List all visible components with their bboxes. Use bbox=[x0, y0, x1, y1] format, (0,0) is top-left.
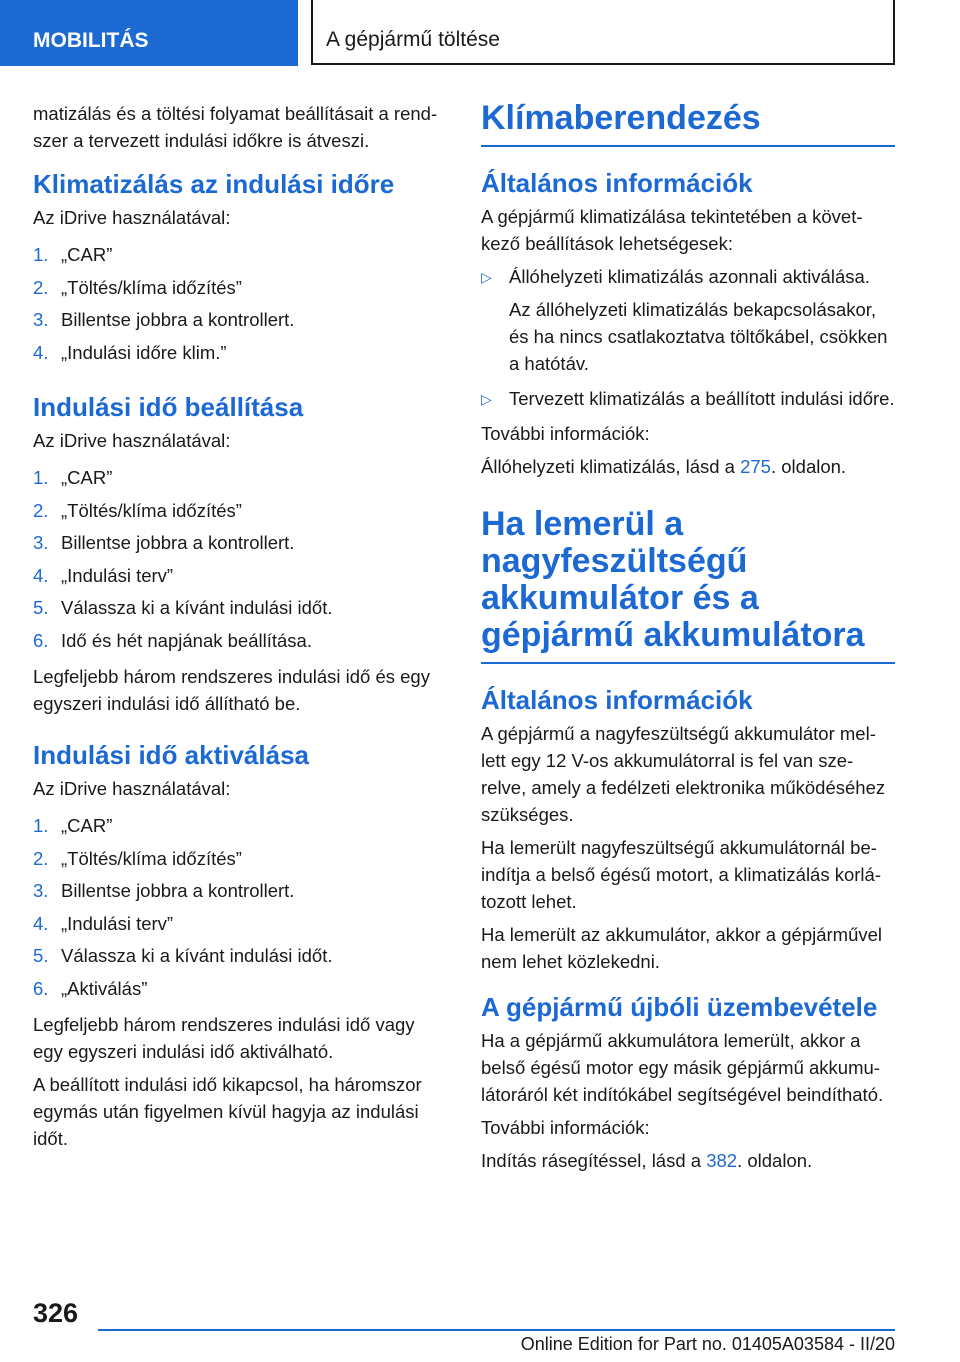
step-number: 5. bbox=[33, 945, 49, 966]
list-item: 3. Billentse jobbra a kontrollert. bbox=[33, 304, 443, 337]
list-item: 5. Válassza ki a kívánt indulási időt. bbox=[33, 592, 443, 625]
steps-list-3 bbox=[33, 810, 443, 1005]
list-item: 1. „CAR” bbox=[33, 239, 443, 272]
cross-reference: Indítás rásegítéssel, lásd a 382. oldalon. bbox=[481, 1150, 813, 1171]
step-number: 4. bbox=[33, 341, 49, 363]
step-number: 2. bbox=[33, 276, 49, 298]
step-number: 5. bbox=[33, 597, 49, 618]
step-number: 1. bbox=[33, 815, 49, 836]
step-number: 3. bbox=[33, 880, 49, 901]
list-item: 4. „Indulási terv” bbox=[33, 560, 443, 593]
note-paragraph: Legfeljebb három rendszeres indulási idő vagy egy egyszeri indulási idő aktiválható. bbox=[33, 1014, 415, 1062]
cross-reference: Állóhelyzeti klimatizálás, lásd a 275. oldalon. bbox=[481, 456, 847, 477]
body-paragraph: Ha a gépjármű akkumulátora lemerült, akkor a belső égésű motor egy másik gépjármű akkumu‐ látoráról két indítókábel segítségével beindítható. bbox=[481, 1030, 884, 1105]
step-number: 1. bbox=[33, 467, 49, 488]
list-item: 3. Billentse jobbra a kontrollert. bbox=[33, 875, 443, 908]
bullet-item: ▷ Állóhelyzeti klimatizálás azonnali aktiválása. Az állóhelyzeti klimatizálás bekapcsolásakor, és ha nincs csatlakoztatva töltőkábel, csökken a hatótáv. bbox=[481, 263, 895, 377]
list-item: 4. „Indulási terv” bbox=[33, 908, 443, 941]
list-item: 1. „CAR” bbox=[33, 810, 443, 843]
page-number: 326 bbox=[33, 1298, 79, 1328]
list-item: 2. „Töltés/klíma időzítés” bbox=[33, 495, 443, 528]
heading-aktivalas: Indulási idő aktiválása bbox=[33, 740, 309, 770]
step-number: 2. bbox=[33, 499, 49, 521]
step-number: 4. bbox=[33, 564, 49, 586]
step-number: 3. bbox=[33, 532, 49, 553]
list-item: 1. „CAR” bbox=[33, 462, 443, 495]
heading-klimaberendezes: Klímaberendezés bbox=[481, 100, 895, 147]
footer-divider bbox=[98, 1329, 895, 1331]
subheading-general-info: Általános információk bbox=[481, 685, 753, 715]
page-link[interactable]: 382 bbox=[706, 1150, 738, 1171]
page-link[interactable]: 275 bbox=[740, 456, 771, 477]
heading-klimatizalas: Klimatizálás az indulási időre bbox=[33, 169, 395, 199]
list-item: 6. „Aktiválás” bbox=[33, 973, 443, 1006]
subheading-general-info: Általános információk bbox=[481, 168, 753, 198]
step-number: 4. bbox=[33, 912, 49, 934]
lead-text: Az iDrive használatával: bbox=[33, 207, 231, 228]
list-item: 2. „Töltés/klíma időzítés” bbox=[33, 272, 443, 305]
lead-text: Az iDrive használatával: bbox=[33, 778, 231, 799]
body-paragraph: Ha lemerült nagyfeszültségű akkumulátornál be‐ indítja a belső égésű motort, a klimatizálás korlá‐ tozott lehet. bbox=[481, 837, 881, 912]
step-number: 6. bbox=[33, 629, 49, 651]
intro-paragraph: matizálás és a töltési folyamat beállításait a rend‐ szer a tervezett indulási időkre is átveszi. bbox=[33, 103, 438, 151]
bullet-detail: Az állóhelyzeti klimatizálás bekapcsolásakor, és ha nincs csatlakoztatva töltőkábel, csökken a hatótáv. bbox=[509, 299, 888, 374]
right-column bbox=[481, 100, 895, 1180]
step-number: 3. bbox=[33, 309, 49, 330]
steps-list-1 bbox=[33, 239, 443, 369]
step-number: 2. bbox=[33, 847, 49, 869]
bullet-item: ▷ Tervezett klimatizálás a beállított indulási időre. bbox=[481, 385, 895, 412]
lead-text: Az iDrive használatával: bbox=[33, 430, 231, 451]
step-number: 1. bbox=[33, 244, 49, 265]
left-column bbox=[33, 100, 443, 1158]
heading-restart: A gépjármű újbóli üzembevétele bbox=[481, 992, 878, 1022]
body-paragraph: A gépjármű a nagyfeszültségű akkumulátor mel‐ lett egy 12 V-os akkumulátorral is fel van sze‐ relve, amely a fedélzeti elektronika működéséhez szükséges. bbox=[481, 723, 886, 825]
list-item: 6. Idő és hét napjának beállítása. bbox=[33, 625, 443, 658]
chapter-title: A gépjármű töltése bbox=[311, 0, 895, 65]
note-paragraph: A beállított indulási idő kikapcsol, ha háromszor egymás után figyelmen kívül hagyja az indulási időt. bbox=[33, 1074, 422, 1149]
more-info-label: További információk: bbox=[481, 423, 650, 444]
heading-indulasi-ido: Indulási idő beállítása bbox=[33, 392, 304, 422]
bullet-list bbox=[481, 263, 895, 412]
more-info-label: További információk: bbox=[481, 1117, 650, 1138]
list-item: 5. Válassza ki a kívánt indulási időt. bbox=[33, 940, 443, 973]
edition-footer: Online Edition for Part no. 01405A03584 - II/20 bbox=[520, 1334, 895, 1354]
section-tab: MOBILITÁS bbox=[0, 0, 298, 66]
list-item: 4. „Indulási időre klim.” bbox=[33, 337, 443, 370]
triangle-bullet-icon: ▷ bbox=[481, 391, 492, 407]
steps-list-2 bbox=[33, 462, 443, 657]
heading-battery: Ha lemerül a nagyfeszültségű akkumulátor és a gépjármű akkumulátora bbox=[481, 506, 895, 664]
list-item: 3. Billentse jobbra a kontrollert. bbox=[33, 527, 443, 560]
note-paragraph: Legfeljebb három rendszeres indulási idő és egy egyszeri indulási idő állítható be. bbox=[33, 666, 430, 714]
step-number: 6. bbox=[33, 977, 49, 999]
intro-paragraph: A gépjármű klimatizálása tekintetében a követ‐ kező beállítások lehetségesek: bbox=[481, 206, 863, 254]
triangle-bullet-icon: ▷ bbox=[481, 269, 492, 285]
list-item: 2. „Töltés/klíma időzítés” bbox=[33, 843, 443, 876]
body-paragraph: Ha lemerült az akkumulátor, akkor a gépjárművel nem lehet közlekedni. bbox=[481, 924, 883, 972]
